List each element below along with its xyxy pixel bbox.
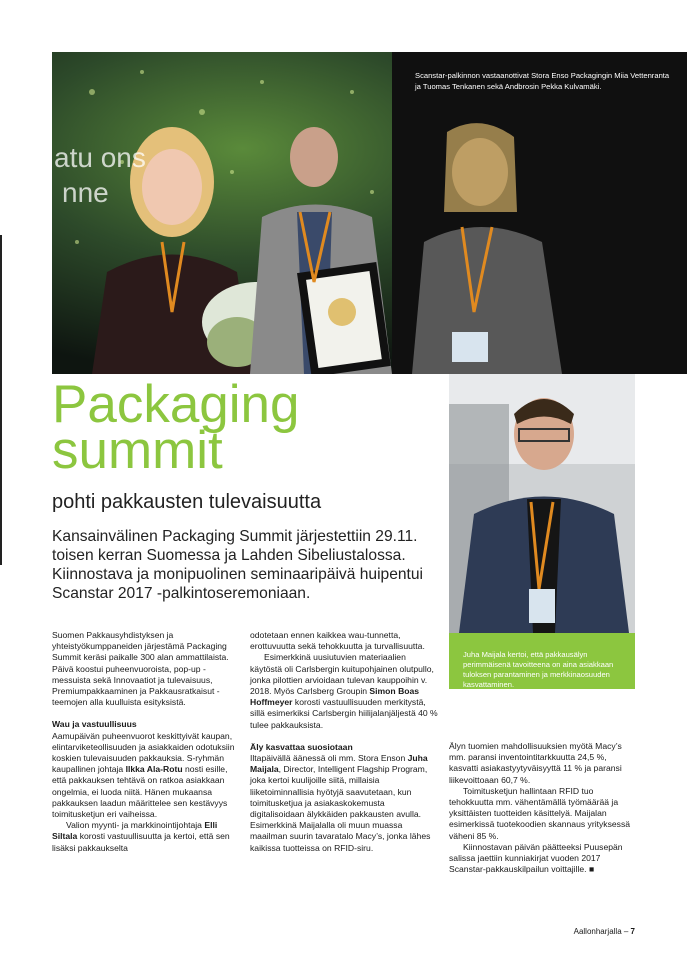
subheading-aly: Äly kasvattaa suosiotaan xyxy=(250,741,353,752)
svg-text:nne: nne xyxy=(62,177,109,208)
text-run: Iltapäivällä äänessä oli mm. Stora Enson xyxy=(250,753,408,764)
paragraph-gap xyxy=(52,708,242,719)
headline-line-2: summit xyxy=(52,421,223,480)
body-column-1 xyxy=(52,630,242,854)
col1-paragraph-2 xyxy=(52,731,242,821)
speaker-portrait-art xyxy=(449,374,635,633)
headline-line-1: Packaging xyxy=(52,375,300,434)
article-subtitle: pohti pakkausten tulevaisuutta xyxy=(52,491,322,513)
speaker-portrait-photo xyxy=(449,374,635,633)
text-run: korosti vastuullisuutta ja kertoi, että sen lisäksi pakkaukselta xyxy=(52,831,230,853)
col1-paragraph-1: Suomen Pakkausyhdistyksen ja yhteistyökumppaneiden järjestämä Packaging Summit keräsi paikalle 300 alan ammattilaista. Päivä koostui puheenvuoroista, pop-up -messuista sekä Innovaatiot ja tulevaisuus, Premiumpakkaaminen ja Pakkausratkaisut -teemojen alla kuulluista esityksistä. xyxy=(52,630,229,708)
text-run: Aamupäivän puheenvuorot keskittyivät kaupan, elintarviketeollisuuden ja asiakkaiden odotuksiin koskien tulevaisuuden pakkauksia. S-ryhmän kaupallinen johtaja xyxy=(52,730,235,775)
footer-separator: – xyxy=(621,927,631,936)
side-photo-caption: Juha Maijala kertoi, että pakkausälyn perimmäisenä tavoitteena on aina asiakkaan tuloksen parantaminen ja merkkinaosuuden kasvattaminen. xyxy=(463,650,614,689)
article-lead: Kansainvälinen Packaging Summit järjestettiin 29.11. toisen kerran Suomessa ja Lahden Sibeliustalossa. Kiinnostava ja monipuolinen seminaaripäivä huipentui Scanstar 2017 -palkintoseremoniaan. xyxy=(52,528,424,602)
subheading-wau: Wau ja vastuullisuus xyxy=(52,719,137,730)
text-run: , Director, Intelligent Flagship Program, joka kertoi kuulijoille siitä, millaisia liiketoiminnallisia hyötyjä saavutetaan, kun toimitusketjua ja asiakaskokemusta digitalisoidaan älykkäiden pakkausten avulla. Esimerkkinä Maijalalla oli muun muassa maailman suurin tavaratalo Macy’s, jonka lähes kaikissa tuotteissa on RFID-siru. xyxy=(250,764,431,853)
paragraph-gap xyxy=(250,731,440,742)
svg-text:atu ons: atu ons xyxy=(54,142,146,173)
page-footer xyxy=(540,927,635,936)
body-column-2 xyxy=(250,630,440,854)
person-name: Ilkka Ala-Rotu xyxy=(125,764,183,775)
text-run: korosti vastuullisuuden merkitystä, sillä esimerkiksi Carlsbergin hiilijalanjäljestä 40 % tulee pakkauksista. xyxy=(250,697,438,730)
col2-paragraph-2 xyxy=(250,652,440,730)
col3-paragraph-1: Älyn tuomien mahdollisuuksien myötä Macy’s mm. paransi inventointitarkkuutta 24,5 %, kasvatti asiakastyytyväisyyttä 11 % ja paransi liikevoittoaan 60,7 %. xyxy=(449,741,622,785)
top-photo-caption: Scanstar-palkinnon vastaanottivat Stora Enso Packagingin Miia Vettenranta ja Tuomas Tenkanen sekä Andbrosin Pekka Kulvamäki. xyxy=(415,71,670,91)
col3-paragraph-2: Toimitusketjun hallintaan RFID tuo tehokkuutta mm. vähentämällä työmäärää ja yksittäisten tuotteiden käsittelyä. Maijalan esimerkissä tuotekoodien skannaus yrityksessä väheni 85 %. xyxy=(449,785,631,841)
award-ceremony-photo-art xyxy=(52,52,687,374)
text-run: nosti esille, että pakkauksen tehtävä on ratkoa asiakkaan ongelmia, ei luoda niitä. Hänen mukaansa pakkauksen laadun määrittelee sen kestävyys toimitusketjun eri vaiheissa. xyxy=(52,764,228,820)
person-name: Elli Siltala xyxy=(52,820,218,842)
person-name: Simon Boas Hoffmeyer xyxy=(250,686,420,708)
magazine-name: Aallonharjalla xyxy=(573,927,622,936)
text-run: Esimerkkinä uusiutuvien materiaalien käytöstä oli Carlsbergin kuitupohjainen olutpullo, jonka pilottien arvioidaan tulevan kauppoihin v. 2018. Myös Carlsberg Groupin xyxy=(250,652,434,697)
person-name: Juha Maijala xyxy=(250,753,428,775)
article-headline xyxy=(52,375,442,480)
col2-paragraph-3 xyxy=(250,753,440,854)
page-edge-rule xyxy=(0,235,2,565)
body-column-3 xyxy=(449,741,635,875)
page-number: 7 xyxy=(630,927,635,936)
col2-paragraph-1: odotetaan ennen kaikkea wau-tunnetta, erottuvuutta sekä tehokkuutta ja turvallisuutta. xyxy=(250,630,425,652)
text-run: Valion myynti- ja markkinointijohtaja xyxy=(66,820,205,831)
col1-paragraph-3 xyxy=(52,820,242,854)
award-ceremony-photo xyxy=(52,52,687,374)
col3-paragraph-3: Kiinnostavan päivän päätteeksi Puusepän salissa jaettiin kunniakirjat vuoden 2017 Scanstar-pakkauskilpailun voittajille. ■ xyxy=(449,841,623,875)
